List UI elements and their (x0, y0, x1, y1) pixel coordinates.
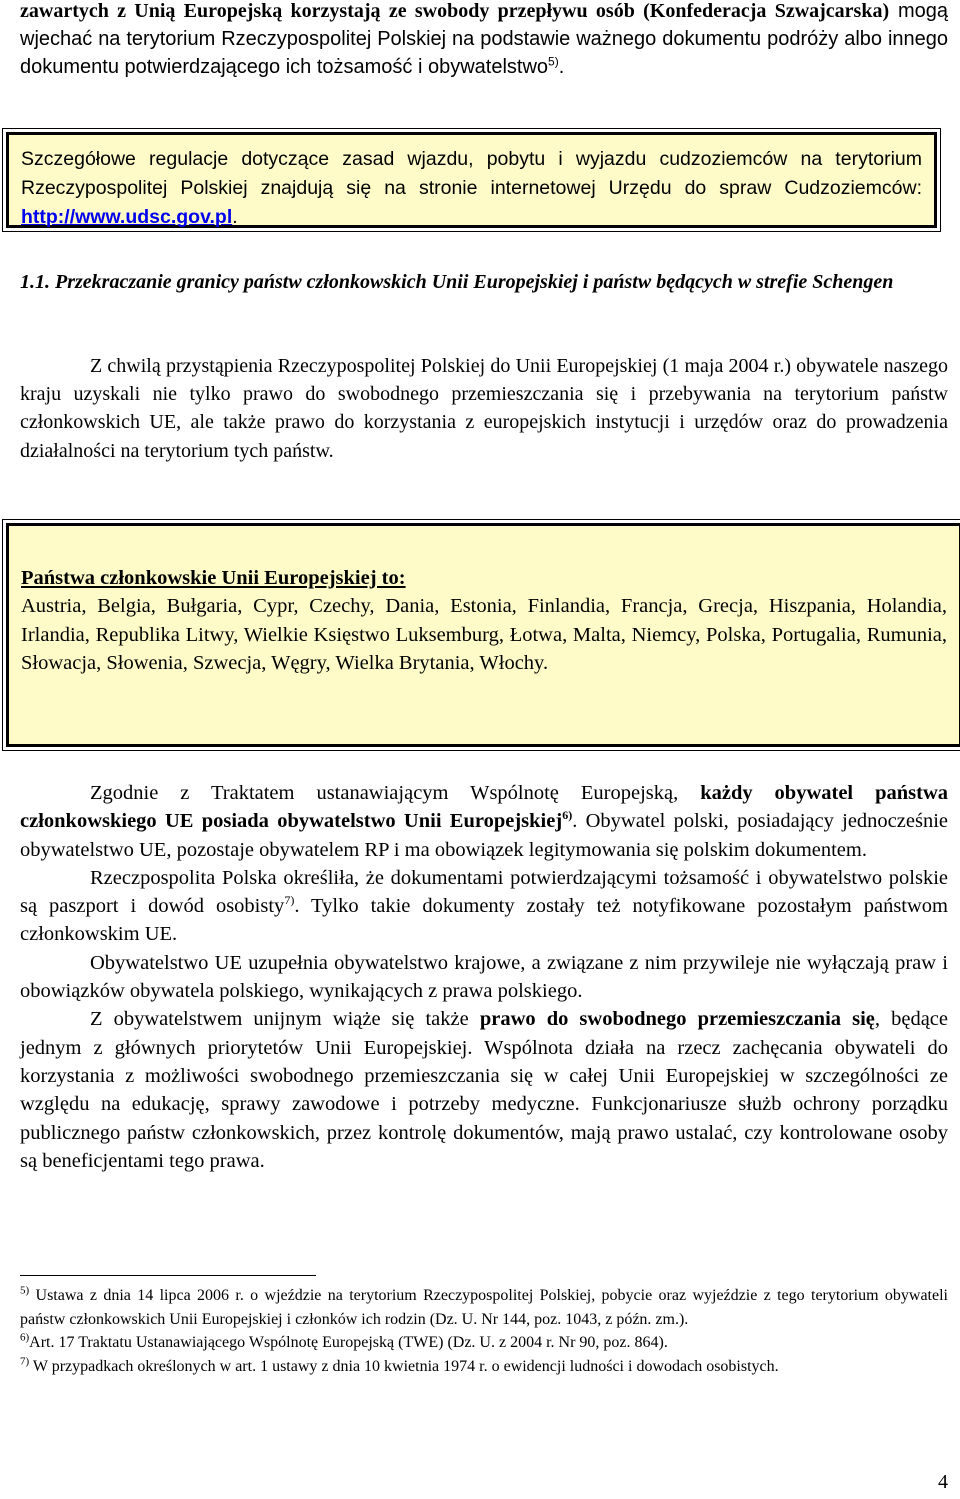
paragraph-documents (20, 864, 948, 949)
paragraph-citizenship (20, 779, 948, 864)
p1-text-b: . Obywatel polski, posiadający jednocześnie obywatelstwo UE, pozostaje obywatelem RP i ma obowiązek legitymowania się polskim dokumentem. (20, 810, 948, 861)
footnote-7-text: W przypadkach określonych w art. 1 ustawy z dnia 10 kwietnia 1974 r. o ewidencji ludności i dowodach osobistych. (29, 1357, 779, 1375)
footnote-ref-5[interactable]: 5) (548, 54, 559, 69)
p1-bold: każdy obywatel państwa członkowskiego UE posiada obywatelstwo Unii Europejskiej (20, 782, 948, 833)
footnote-5-marker: 5) (20, 1284, 30, 1297)
paragraph-free-movement (20, 1005, 948, 1175)
footnote-5-text: Ustawa z dnia 14 lipca 2006 r. o wjeździe na terytorium Rzeczypospolitej Polskiej, pobycie oraz wyjeździe z tego terytorium obywateli państw członkowskich Unii Europejskiej i członków ich rodzin (Dz. U. Nr 144, poz. 1043, z późn. zm.). (20, 1287, 948, 1328)
footnote-6-marker: 6) (20, 1331, 30, 1344)
footnote-7 (20, 1355, 948, 1379)
main-text (20, 779, 948, 1175)
intro-bold-lead: zawartych z Unią Europejską korzystają ze swobody przepływu osób (Konfederacja Szwajcarska) (20, 0, 890, 22)
footnote-7-marker: 7) (20, 1355, 30, 1368)
p2-text-a: Rzeczpospolita Polska określiła, że dokumentami potwierdzającymi tożsamość i obywatelstwo polskie są paszport i dowód osobisty (20, 866, 948, 918)
p4-text-a: Z obywatelstwem unijnym wiąże się także (90, 1008, 480, 1031)
page-number: 4 (938, 1471, 948, 1493)
p4-text-b: , będące jednym z głównych priorytetów Unii Europejskiej. Wspólnota działa na rzecz zachęcania obywateli do korzystania z możliwości swobodnego przemieszczania się w całej Unii Europejskiej w szczególności ze względu na edukację, sprawy zawodowe i potrzeby medyczne. Funkcjonariusze służb ochrony porządku publicznego państw członkowskich, przez kontrolę dokumentów, mają prawo ustalać, czy kontrolowane osoby są beneficjentami tego prawa. (20, 1008, 948, 1172)
footnotes (20, 1284, 948, 1378)
footnote-5 (20, 1284, 948, 1331)
member-states-list: Austria, Belgia, Bułgaria, Cypr, Czechy, Dania, Estonia, Finlandia, Francja, Grecja, Hiszpania, Holandia, Irlandia, Republika Litwy, Wielkie Księstwo Luksemburg, Łotwa, Malta, Niemcy, Polska, Portugalia, Rumunia, Słowacja, Słowenia, Szwecja, Węgry, Wielka Brytania, Włochy. (21, 595, 947, 674)
section-paragraph: Z chwilą przystąpienia Rzeczypospolitej Polskiej do Unii Europejskiej (1 maja 2004 r.) obywatele naszego kraju uzyskali nie tylko prawo do swobodnego przemieszczania się i przebywania na terytorium państw członkowskich UE, ale także prawo do korzystania z europejskich instytucji i urzędów oraz do prowadzenia działalności na terytorium tych państw. (20, 355, 948, 462)
p4-bold: prawo do swobodnego przemieszczania się (479, 1008, 875, 1031)
footnote-6-text: Art. 17 Traktatu Ustanawiającego Wspólnotę Europejską (TWE) (Dz. U. z 2004 r. Nr 90, poz. 864). (29, 1334, 668, 1351)
footnote-6 (20, 1331, 948, 1355)
info-box-udsc (6, 132, 937, 228)
paragraph-eu-citizenship: Obywatelstwo UE uzupełnia obywatelstwo krajowe, a związane z nim przywileje nie wyłączają praw i obowiązków obywatela polskiego, wynikających z prawa polskiego. (20, 951, 948, 1003)
info-box-text (21, 145, 922, 232)
member-states-text (21, 564, 947, 677)
section-body (20, 352, 948, 465)
footnote-separator (20, 1275, 316, 1276)
udsc-link[interactable]: http://www.udsc.gov.pl (21, 206, 233, 228)
member-states-title: Państwa członkowskie Unii Europejskiej to: (21, 567, 406, 589)
intro-end: . (558, 56, 565, 79)
footnote-ref-7[interactable]: 7) (284, 893, 295, 908)
info-box-body: Szczegółowe regulacje dotyczące zasad wjazdu, pobytu i wyjazdu cudzoziemców na terytorium Rzeczypospolitej Polskiej znajdują się na stronie internetowej Urzędu do spraw Cudzoziemców: (21, 148, 922, 199)
member-states-box (6, 523, 960, 747)
info-box-end: . (232, 206, 238, 228)
intro-text: mogą wjechać na terytorium Rzeczypospolitej Polskiej na podstawie ważnego dokumentu podróży albo innego dokumentu potwierdzającego ich tożsamość i obywatelstwo (20, 0, 948, 79)
intro-paragraph (20, 0, 948, 82)
footnote-ref-6[interactable]: 6) (562, 808, 573, 823)
p1-text-a: Zgodnie z Traktatem ustanawiającym Wspólnotę Europejską, (90, 782, 701, 804)
p2-text-b: . Tylko takie dokumenty zostały też notyfikowane pozostałym państwom członkowskim UE. (20, 895, 949, 946)
section-heading: 1.1. Przekraczanie granicy państw członkowskich Unii Europejskiej i państw będących w strefie Schengen (20, 271, 894, 293)
